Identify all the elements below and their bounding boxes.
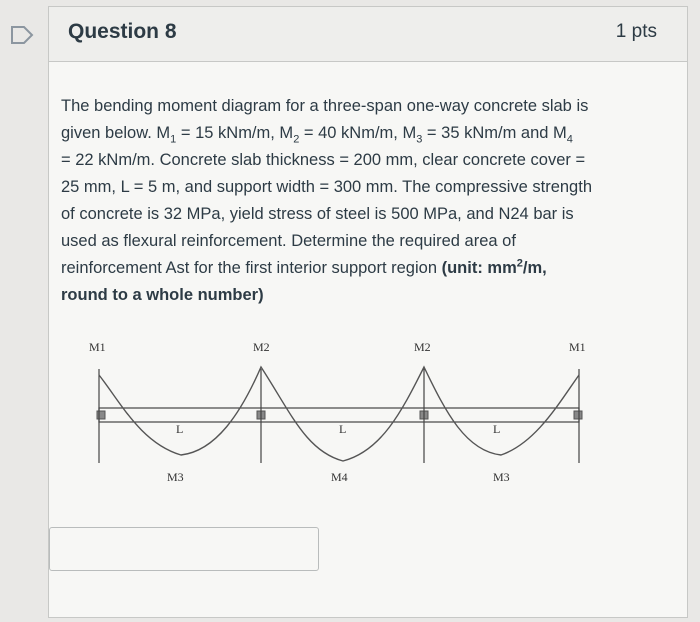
question-title: Question 8 — [68, 20, 177, 43]
label-bottom-2: M4 — [331, 470, 348, 484]
label-span-2: L — [339, 422, 347, 436]
question-line-5: of concrete is 32 MPa, yield stress of steel is 500 MPa, and N24 bar is — [61, 205, 574, 223]
question-line-2: given below. $M_1 = 15$ kNm/m, $M_2 = 40$ kNm/m, $M_3 = 35$ kNm/m and $M_4$ — [61, 124, 573, 146]
answer-input[interactable] — [49, 527, 319, 571]
label-top-2: M2 — [253, 340, 270, 354]
label-top-3: M2 — [414, 340, 431, 354]
label-span-1: L — [176, 422, 184, 436]
label-top-1: M1 — [89, 340, 106, 354]
question-line-8: round to a whole number) — [61, 286, 264, 304]
flag-strip — [0, 0, 48, 622]
flag-question-icon[interactable] — [9, 24, 35, 46]
label-span-3: L — [493, 422, 501, 436]
question-line-7: reinforcement Ast for the first interior support region (unit: $mm^2/m$, — [61, 257, 547, 277]
question-line-3: = 22 kNm/m. Concrete slab thickness = 200 mm, clear concrete cover = — [61, 151, 586, 169]
label-top-4: M1 — [569, 340, 586, 354]
label-bottom-1: M3 — [167, 470, 184, 484]
question-text — [61, 93, 661, 309]
question-points: 1 pts — [615, 21, 657, 42]
question-line-1: The bending moment diagram for a three-span one-way concrete slab is — [61, 97, 589, 115]
label-bottom-3: M3 — [493, 470, 510, 484]
question-line-6: used as flexural reinforcement. Determine the required area of — [61, 232, 516, 250]
question-header — [49, 7, 687, 62]
question-card — [48, 6, 688, 618]
slab-beam — [99, 408, 579, 422]
moment-curve — [99, 367, 579, 461]
bending-moment-diagram — [81, 333, 601, 493]
supports — [97, 411, 582, 419]
question-line-4: 25 mm, L = 5 m, and support width = 300 mm. The compressive strength — [61, 178, 592, 196]
support-lines — [99, 369, 579, 463]
